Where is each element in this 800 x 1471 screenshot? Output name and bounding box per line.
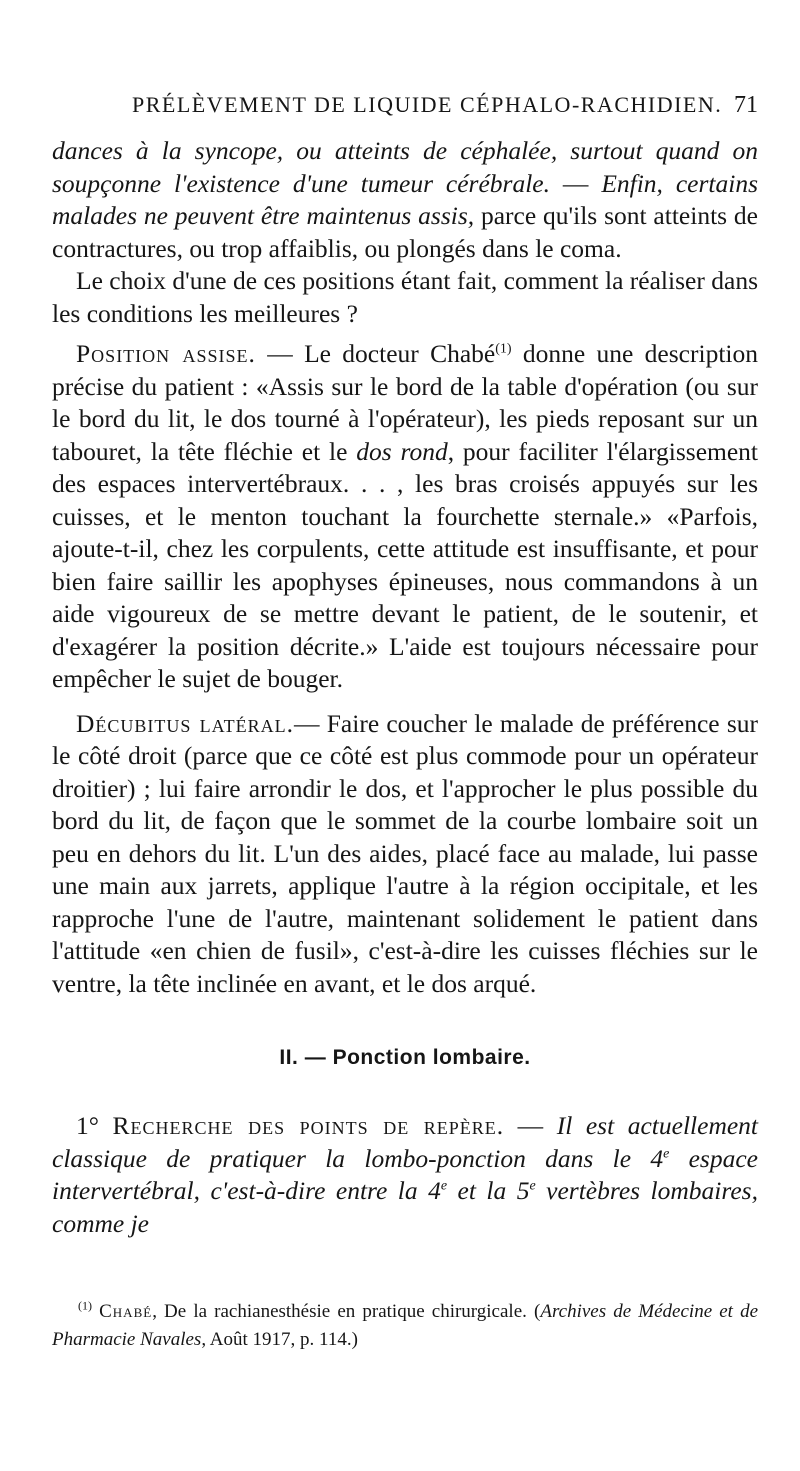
running-header (52, 92, 758, 119)
body-text: parce qu'ils sont atteints de contractures, ou trop affaiblis, ou plongés dans le coma. (52, 201, 758, 263)
body-text: donne une description précise du patient : «Assis sur le bord de la table d'opération (ou sur le bord du lit, le dos tourné à l'opérateur), les pieds reposant sur un tabouret, la tête fléchie et le (52, 339, 758, 466)
italic-text: dos rond (356, 436, 448, 466)
running-title: PRÉLÈVEMENT DE LIQUIDE CÉPHALO-RACHIDIEN. (132, 92, 723, 117)
footnote-marker: (1) (78, 1298, 92, 1313)
italic-text: Il est actuellement classique de pratiquer la lombo-ponction dans le 4e espace intervertébral, c'est-à-dire entre la 4e et la 5e vertèbres lombaires, comme je (52, 1111, 759, 1238)
dash: — (504, 1111, 557, 1140)
paragraph-lateral-decubitus (52, 708, 758, 1001)
book-page (52, 92, 758, 1354)
body-text: — Faire coucher le malade de préférence sur le côté droit (parce que ce côté est plus commode pour un opérateur droitier) ; lui faire arrondir le dos, et l'approcher le plus possible du bord du lit, de façon que le sommet de la courbe lombaire soit un peu en dehors du lit. L'un des aides, placé face au malade, lui passe une main aux jarrets, applique l'autre à la région occipitale, et les rapproche l'une de l'autre, maintenant solidement le patient dans l'attitude «en chien de fusil», c'est-à-dire les cuisses fléchies sur le ventre, la tête inclinée en avant, et le dos arqué. (52, 708, 758, 998)
subsection-heading: Recherche des points de repère. (112, 1111, 505, 1140)
section-numeral: II. (279, 1046, 299, 1069)
italic-text: Enfin, certains malades ne peuvent être maintenus assis, (52, 168, 758, 230)
section-title: Ponction lombaire. (332, 1046, 531, 1069)
body-text: — Le docteur Chabé (255, 339, 496, 368)
paragraph-contraindications (52, 135, 758, 265)
footnote-author: Chabé (99, 1301, 153, 1322)
subsection-heading: Décubitus latéral. (76, 708, 295, 738)
footnote-text: , Août 1917, p. 114.) (201, 1329, 358, 1350)
paragraph-landmarks (52, 1110, 758, 1240)
item-number: 1° (76, 1111, 99, 1140)
footnote (52, 1298, 758, 1354)
footnote-reference: (1) (495, 341, 512, 357)
paragraph-seated-position (52, 338, 758, 696)
section-heading (52, 1046, 758, 1070)
body-text: , pour faciliter l'élargissement des espaces intervertébraux. . . , les bras croisés appuyés sur les cuisses, et le menton touchant la fourchette sternale.» «Parfois, ajoute-t-il, chez les corpulents, cette attitude est insuffisante, et pour bien faire saillir les apophyses épineuses, nous commandons à un aide vigoureux de se mettre devant le patient, de le soutenir, et d'exagérer la position décrite.» L'aide est toujours nécessaire pour empêcher le sujet de bouger. (52, 436, 758, 693)
dash: — (550, 168, 602, 198)
dash: — (298, 1046, 333, 1069)
paragraph-choice: Le choix d'une de ces positions étant fait, comment la réaliser dans les conditions les meilleures ? (52, 266, 758, 328)
italic-text: dances à la syncope, ou atteints de céphalée, surtout quand on soupçonne l'existence d'une tumeur cérébrale. (52, 136, 758, 198)
footnote-journal: Archives de Médecine et de Pharmacie Navales (52, 1301, 759, 1350)
footnote-text: , De la rachianesthésie en pratique chirurgicale. ( (152, 1301, 541, 1322)
page-number: 71 (734, 92, 758, 118)
subsection-heading: Position assise. (76, 339, 256, 368)
